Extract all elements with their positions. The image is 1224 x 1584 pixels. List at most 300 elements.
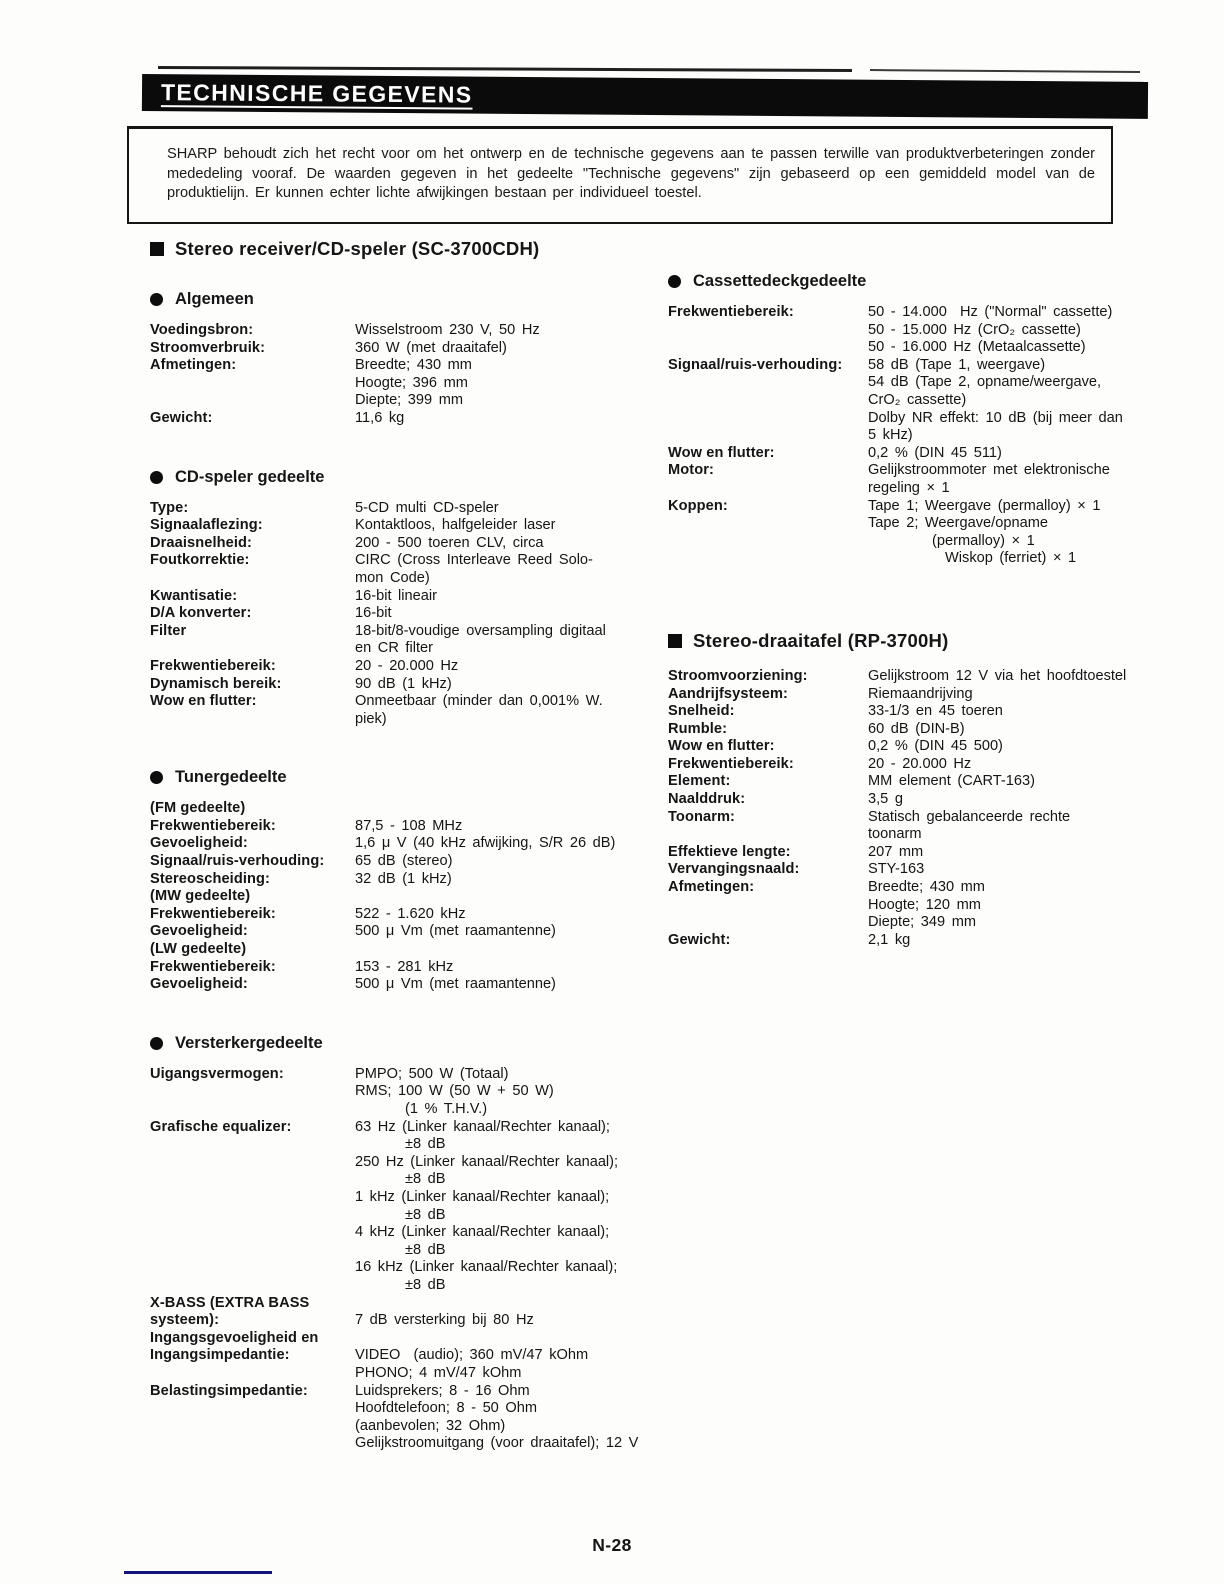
spec-row — [668, 703, 1183, 721]
spec-label-line: Koppen: — [668, 497, 728, 514]
spec-value-line: ±8 dB — [405, 1171, 446, 1188]
spec-label — [150, 500, 355, 518]
bullet-circle-icon — [150, 1037, 163, 1050]
spec-label — [150, 340, 355, 358]
spec-values — [355, 923, 556, 941]
spec-label — [668, 445, 868, 463]
spec-values — [355, 1119, 618, 1295]
spec-value-line: Hoogte; 120 mm — [868, 896, 981, 913]
spec-values — [355, 410, 404, 428]
spec-value-line: 65 dB (stereo) — [355, 853, 453, 870]
scan-streak-line — [870, 69, 1140, 73]
spec-row — [150, 941, 660, 959]
spec-label — [150, 1383, 355, 1401]
spec-label — [150, 906, 355, 924]
spec-label — [668, 686, 868, 704]
spec-value-line: Diepte; 349 mm — [868, 914, 977, 931]
spec-value-line: STY-163 — [868, 861, 925, 878]
spec-value-line: 20 - 20.000 Hz — [355, 657, 459, 674]
spec-label-line: Vervangingsnaald: — [668, 861, 800, 878]
spec-value-line: 11,6 kg — [355, 409, 405, 426]
spec-value-line: 5 kHz) — [868, 427, 913, 444]
spec-row — [150, 888, 660, 906]
spec-value-line: 4 kHz (Linker kanaal/Rechter kanaal); — [355, 1224, 610, 1241]
spec-value-line: ±8 dB — [405, 1136, 446, 1153]
spec-label — [668, 462, 868, 480]
spec-values — [355, 552, 593, 587]
spec-label — [150, 693, 355, 711]
spec-table — [150, 322, 660, 428]
spec-label-line: D/A konverter: — [150, 605, 252, 622]
spec-values — [868, 756, 971, 774]
group-heading — [150, 768, 660, 787]
spec-label — [668, 721, 868, 739]
spec-value-line: mon Code) — [355, 569, 430, 586]
spec-values — [355, 871, 452, 889]
spec-row — [150, 658, 660, 676]
spec-values — [868, 879, 985, 932]
spec-row — [668, 809, 1183, 844]
spec-row — [668, 773, 1183, 791]
spec-label-line: Frekwentiebereik: — [150, 958, 276, 975]
group-heading-text: Tunergedeelte — [175, 768, 287, 787]
spec-value-line: (aanbevolen; 32 Ohm) — [355, 1417, 506, 1434]
group-heading-text: Versterkergedeelte — [175, 1033, 323, 1052]
spec-label-line: Gevoeligheid: — [150, 976, 248, 993]
spec-label-line: Frekwentiebereik: — [150, 905, 276, 922]
spec-values — [355, 340, 507, 358]
spec-value-line: (permalloy) × 1 — [932, 532, 1035, 549]
spec-label-line: Frekwentiebereik: — [668, 304, 794, 320]
spec-value-line: 50 - 14.000 Hz ("Normal" cassette) — [868, 304, 1113, 320]
spec-value-line — [355, 1295, 534, 1313]
spec-value-line: CIRC (Cross Interleave Reed Solo- — [355, 552, 593, 569]
spec-row — [150, 959, 660, 977]
spec-value-line: 200 - 500 toeren CLV, circa — [355, 534, 544, 551]
spec-value-line: 3,5 g — [868, 791, 903, 808]
spec-value-line: Statisch gebalanceerde rechte — [868, 808, 1071, 825]
spec-row — [668, 498, 1183, 568]
disclaimer-text: SHARP behoudt zich het recht voor om het ontwerp en de technische gegevens aan te passen terwille van produktverbeteringen zonder mededeling vooraf. De waarden gegeven in het gedeelte "Technische gegevens" zijn gebaseerd op een gemiddeld model van de produktielijn. Er kunnen echter lichte afwijkingen bestaan per individueel toestel. — [167, 146, 1095, 202]
spec-label-line: Kwantisatie: — [150, 587, 238, 604]
spec-label-line: Gevoeligheid: — [150, 923, 248, 940]
spec-values — [355, 818, 462, 836]
bullet-circle-icon — [150, 293, 163, 306]
spec-value-line: 20 - 20.000 Hz — [868, 755, 972, 772]
spec-value-line: 207 mm — [868, 843, 924, 860]
spec-value-line: CrO₂ cassette) — [868, 391, 967, 408]
spec-label-line: Wow en flutter: — [668, 738, 775, 755]
spec-label-line: Signaal/ruis-verhouding: — [668, 356, 843, 373]
spec-values — [355, 588, 437, 606]
spec-label-line: (MW gedeelte) — [150, 888, 251, 905]
spec-values — [355, 959, 453, 977]
spec-value-line: 54 dB (Tape 2, opname/weergave, — [868, 374, 1102, 391]
spec-values — [355, 693, 603, 728]
spec-row — [150, 340, 660, 358]
spec-label-line: Afmetingen: — [668, 879, 755, 896]
spec-values — [868, 668, 1126, 686]
spec-value-line: 16-bit — [355, 605, 392, 622]
spec-label — [668, 668, 868, 686]
spec-label — [150, 959, 355, 977]
spec-value-line: PMPO; 500 W (Totaal) — [355, 1065, 509, 1082]
spec-value-line: 1,6 μ V (40 kHz afwijking, S/R 26 dB) — [355, 835, 616, 852]
group-heading — [150, 468, 660, 487]
spec-label-line: Filter — [150, 622, 187, 639]
spec-value-line: Kontaktloos, halfgeleider laser — [355, 517, 556, 534]
spec-values — [355, 976, 556, 994]
spec-row — [150, 923, 660, 941]
spec-row — [668, 668, 1183, 686]
bullet-circle-icon — [150, 471, 163, 484]
section-header-bar — [142, 74, 1148, 119]
spec-value-line: 500 μ Vm (met raamantenne) — [355, 923, 556, 940]
spec-value-line: Gelijkstroomuitgang (voor draaitafel); 12 V — [355, 1435, 639, 1452]
spec-values — [868, 357, 1123, 445]
spec-value-line — [355, 1330, 588, 1348]
spec-label — [668, 879, 868, 897]
spec-label — [668, 703, 868, 721]
spec-label-line: X-BASS (EXTRA BASS — [150, 1294, 310, 1311]
spec-value-line: Riemaandrijving — [868, 685, 973, 702]
spec-values — [868, 686, 973, 704]
spec-label-line: Aandrijfsysteem: — [668, 685, 789, 702]
spec-label-line: Gewicht: — [150, 409, 213, 426]
spec-value-line: Gelijkstroommoter met elektronische — [868, 462, 1110, 479]
spec-value-line: 50 - 15.000 Hz (CrO₂ cassette) — [868, 321, 1081, 338]
spec-values — [868, 809, 1070, 844]
spec-row — [668, 738, 1183, 756]
spec-row — [150, 1295, 660, 1330]
spec-label — [668, 498, 868, 516]
spec-value-line: 1 kHz (Linker kanaal/Rechter kanaal); — [355, 1188, 610, 1205]
spec-values — [355, 357, 472, 410]
spec-value-line: en CR filter — [355, 640, 433, 657]
spec-label-line: Stroomvoorziening: — [668, 667, 808, 684]
spec-row — [150, 517, 660, 535]
spec-label-line: Belastingsimpedantie: — [150, 1382, 308, 1399]
spec-values — [868, 844, 923, 862]
spec-label-line: Gevoeligheid: — [150, 835, 248, 852]
spec-row — [150, 1119, 660, 1295]
spec-label-line: Foutkorrektie: — [150, 552, 250, 569]
spec-row — [150, 1383, 660, 1453]
spec-row — [668, 462, 1183, 497]
spec-row — [150, 500, 660, 518]
spec-label — [668, 773, 868, 791]
spec-values — [868, 738, 1003, 756]
spec-label — [668, 738, 868, 756]
spec-row — [668, 879, 1183, 932]
black-square-icon — [150, 242, 164, 256]
spec-label-line: Frekwentiebereik: — [150, 817, 276, 834]
spec-row — [150, 357, 660, 410]
spec-value-line: 7 dB versterking bij 80 Hz — [355, 1312, 534, 1329]
spec-row — [150, 1330, 660, 1383]
group-heading — [150, 1034, 660, 1053]
spec-row — [150, 410, 660, 428]
spec-values — [868, 445, 1002, 463]
spec-label-line: systeem): — [150, 1312, 220, 1329]
spec-values — [355, 1383, 638, 1453]
spec-label — [150, 588, 355, 606]
product-title-text: Stereo receiver/CD-speler (SC-3700CDH) — [175, 238, 540, 259]
spec-label — [150, 357, 355, 375]
spec-label — [150, 1119, 355, 1137]
spec-label — [668, 756, 868, 774]
spec-value-line: 250 Hz (Linker kanaal/Rechter kanaal); — [355, 1153, 619, 1170]
spec-value-line: MM element (CART-163) — [868, 773, 1035, 790]
spec-label-line: Frekwentiebereik: — [668, 755, 794, 772]
spec-values — [355, 322, 540, 340]
spec-value-line: 60 dB (DIN-B) — [868, 720, 965, 737]
spec-label-line: Type: — [150, 499, 189, 516]
spec-value-line: 0,2 % (DIN 45 500) — [868, 738, 1003, 755]
spec-values — [868, 703, 1003, 721]
spec-value-line: 0,2 % (DIN 45 511) — [868, 444, 1002, 461]
black-square-icon — [668, 634, 682, 648]
group-heading-text: Algemeen — [175, 290, 254, 308]
spec-value-line: 5-CD multi CD-speler — [355, 499, 499, 516]
spec-label — [668, 932, 868, 950]
spec-values — [355, 623, 606, 658]
spec-values — [868, 721, 965, 739]
group-heading — [668, 272, 1183, 291]
spec-label — [150, 605, 355, 623]
spec-label — [150, 517, 355, 535]
spec-label — [150, 552, 355, 570]
spec-value-line: Gelijkstroom 12 V via het hoofdtoestel — [868, 667, 1127, 684]
spec-label — [150, 322, 355, 340]
spec-label-line: Wow en flutter: — [668, 444, 775, 461]
product-title — [668, 630, 1183, 652]
bullet-circle-icon — [150, 771, 163, 784]
spec-row — [150, 976, 660, 994]
spec-label-line: Effektieve lengte: — [668, 843, 791, 860]
spec-label-line: Element: — [668, 773, 731, 790]
spec-values — [355, 517, 556, 535]
spec-values — [355, 658, 458, 676]
spec-row — [668, 686, 1183, 704]
spec-label-line: Signaal/ruis-verhouding: — [150, 853, 325, 870]
spec-value-line: 360 W (met draaitafel) — [355, 339, 507, 356]
spec-values — [355, 605, 392, 623]
spec-values — [355, 676, 452, 694]
spec-label — [150, 410, 355, 428]
spec-label — [150, 888, 355, 906]
spec-values — [355, 1295, 534, 1330]
group-heading — [150, 290, 660, 309]
spec-row — [668, 357, 1183, 445]
spec-values — [355, 1330, 588, 1383]
spec-row — [150, 693, 660, 728]
spec-value-line: Wiskop (ferriet) × 1 — [945, 550, 1077, 567]
group-heading-text: Cassettedeckgedeelte — [693, 272, 867, 290]
spec-row — [668, 304, 1183, 357]
spec-row — [150, 623, 660, 658]
spec-label — [150, 1066, 355, 1084]
spec-row — [150, 906, 660, 924]
disclaimer-box — [127, 126, 1113, 224]
spec-label — [150, 1330, 355, 1365]
spec-values — [355, 535, 544, 553]
spec-row — [150, 552, 660, 587]
spec-label-line: Stereoscheiding: — [150, 870, 270, 887]
spec-label — [150, 941, 355, 959]
spec-values — [355, 1066, 554, 1119]
spec-value-line: 16-bit lineair — [355, 587, 437, 604]
spec-label-line: Uigangsvermogen: — [150, 1065, 284, 1082]
spec-label-line: Draaisnelheid: — [150, 534, 252, 551]
right-column — [668, 272, 1183, 949]
spec-values — [868, 861, 924, 879]
spec-value-line: 90 dB (1 kHz) — [355, 675, 452, 692]
spec-label — [150, 923, 355, 941]
spec-label — [668, 304, 868, 322]
spec-value-line: ±8 dB — [405, 1206, 446, 1223]
spec-label — [150, 800, 355, 818]
spec-value-line: Breedte; 430 mm — [355, 357, 472, 374]
spec-label — [150, 976, 355, 994]
spec-value-line: Diepte; 399 mm — [355, 392, 464, 409]
spec-value-line: 32 dB (1 kHz) — [355, 870, 452, 887]
spec-value-line: PHONO; 4 mV/47 kOhm — [355, 1364, 522, 1381]
spec-values — [355, 835, 615, 853]
spec-label-line: (LW gedeelte) — [150, 941, 247, 958]
page-number: N-28 — [592, 1535, 632, 1555]
spec-values — [868, 462, 1110, 497]
spec-row — [150, 800, 660, 818]
spec-row — [668, 791, 1183, 809]
spec-label — [150, 871, 355, 889]
spec-value-line: 153 - 281 kHz — [355, 958, 454, 975]
spec-table — [668, 304, 1183, 568]
spec-table — [150, 500, 660, 729]
spec-values — [868, 773, 1035, 791]
spec-value-line: 500 μ Vm (met raamantenne) — [355, 976, 556, 993]
spec-value-line: Hoofdtelefoon; 8 - 50 Ohm — [355, 1400, 537, 1417]
spec-values — [868, 304, 1112, 357]
spec-label-line: Rumble: — [668, 720, 728, 737]
spec-value-line: 16 kHz (Linker kanaal/Rechter kanaal); — [355, 1259, 618, 1276]
spec-label-line: Frekwentiebereik: — [150, 657, 276, 674]
spec-label-line: (FM gedeelte) — [150, 800, 246, 817]
product-title-text: Stereo-draaitafel (RP-3700H) — [693, 629, 949, 651]
spec-value-line: RMS; 100 W (50 W + 50 W) — [355, 1083, 554, 1100]
spec-value-line: toonarm — [868, 826, 922, 843]
spec-value-line: Tape 2; Weergave/opname — [868, 515, 1048, 532]
spec-table — [150, 1066, 660, 1453]
spec-value-line: ±8 dB — [405, 1276, 446, 1293]
spec-label — [150, 818, 355, 836]
spec-row — [150, 835, 660, 853]
spec-row — [668, 445, 1183, 463]
spec-row — [668, 861, 1183, 879]
bullet-circle-icon — [668, 275, 681, 288]
spec-value-line: 33-1/3 en 45 toeren — [868, 703, 1003, 720]
spec-values — [355, 906, 466, 924]
spec-value-line: VIDEO (audio); 360 mV/47 kOhm — [355, 1347, 589, 1364]
spec-label — [150, 535, 355, 553]
spec-row — [150, 535, 660, 553]
spec-values — [868, 932, 910, 950]
spec-label — [668, 844, 868, 862]
spec-label — [150, 623, 355, 641]
spec-label-line: Ingangsgevoeligheid en — [150, 1329, 319, 1346]
left-column — [150, 238, 660, 1453]
spec-label — [150, 676, 355, 694]
spec-row — [150, 588, 660, 606]
footer-blue-line — [124, 1571, 272, 1574]
group-heading-text: CD-speler gedeelte — [175, 467, 325, 486]
spec-row — [150, 676, 660, 694]
spec-label-line: Grafische equalizer: — [150, 1118, 292, 1135]
spec-label-line: Naalddruk: — [668, 791, 746, 808]
spec-label-line: Signaalaflezing: — [150, 517, 263, 534]
spec-table — [668, 668, 1183, 950]
spec-value-line: Dolby NR effekt: 10 dB (bij meer dan — [868, 409, 1123, 426]
spec-label-line: Ingangsimpedantie: — [150, 1347, 290, 1364]
spec-label-line: Toonarm: — [668, 808, 736, 825]
spec-value-line: Tape 1; Weergave (permalloy) × 1 — [868, 497, 1101, 514]
spec-value-line: 50 - 16.000 Hz (Metaalcassette) — [868, 339, 1086, 356]
spec-value-line: 2,1 kg — [868, 931, 911, 948]
spec-value-line: regeling × 1 — [868, 479, 950, 496]
spec-value-line: 87,5 - 108 MHz — [355, 817, 463, 834]
spec-row — [668, 756, 1183, 774]
spec-row — [150, 871, 660, 889]
spec-label — [668, 357, 868, 375]
spec-row — [150, 853, 660, 871]
spec-label — [668, 791, 868, 809]
spec-value-line: Breedte; 430 mm — [868, 879, 985, 896]
spec-value-line: Hoogte; 396 mm — [355, 374, 468, 391]
scan-streak-line — [158, 66, 852, 72]
spec-label — [668, 861, 868, 879]
spec-label — [150, 835, 355, 853]
spec-row — [150, 818, 660, 836]
spec-value-line: 63 Hz (Linker kanaal/Rechter kanaal); — [355, 1118, 610, 1135]
spec-table — [150, 800, 660, 994]
spec-label-line: Afmetingen: — [150, 357, 237, 374]
spec-label-line: Stroomverbruik: — [150, 339, 266, 356]
spec-value-line: ±8 dB — [405, 1241, 446, 1258]
spec-value-line: piek) — [355, 710, 387, 727]
page-title: TECHNISCHE GEGEVENS — [160, 79, 473, 108]
spec-label-line: Wow en flutter: — [150, 693, 257, 710]
spec-values — [355, 500, 499, 518]
spec-row — [150, 605, 660, 623]
spec-row — [668, 932, 1183, 950]
spec-row — [668, 721, 1183, 739]
spec-values — [355, 853, 452, 871]
spec-values — [868, 791, 903, 809]
spec-row — [668, 844, 1183, 862]
spec-label — [668, 809, 868, 827]
spec-label-line: Voedingsbron: — [150, 322, 254, 338]
spec-label-line: Motor: — [668, 462, 714, 479]
spec-label-line: Gewicht: — [668, 931, 731, 948]
spec-label-line: Dynamisch bereik: — [150, 675, 282, 692]
spec-label — [150, 853, 355, 871]
spec-value-line: 58 dB (Tape 1, weergave) — [868, 356, 1046, 373]
spec-row — [150, 322, 660, 340]
spec-row — [150, 1066, 660, 1119]
spec-value-line: (1 % T.H.V.) — [405, 1101, 488, 1117]
spec-label — [150, 1295, 355, 1330]
spec-value-line: Wisselstroom 230 V, 50 Hz — [355, 322, 540, 338]
